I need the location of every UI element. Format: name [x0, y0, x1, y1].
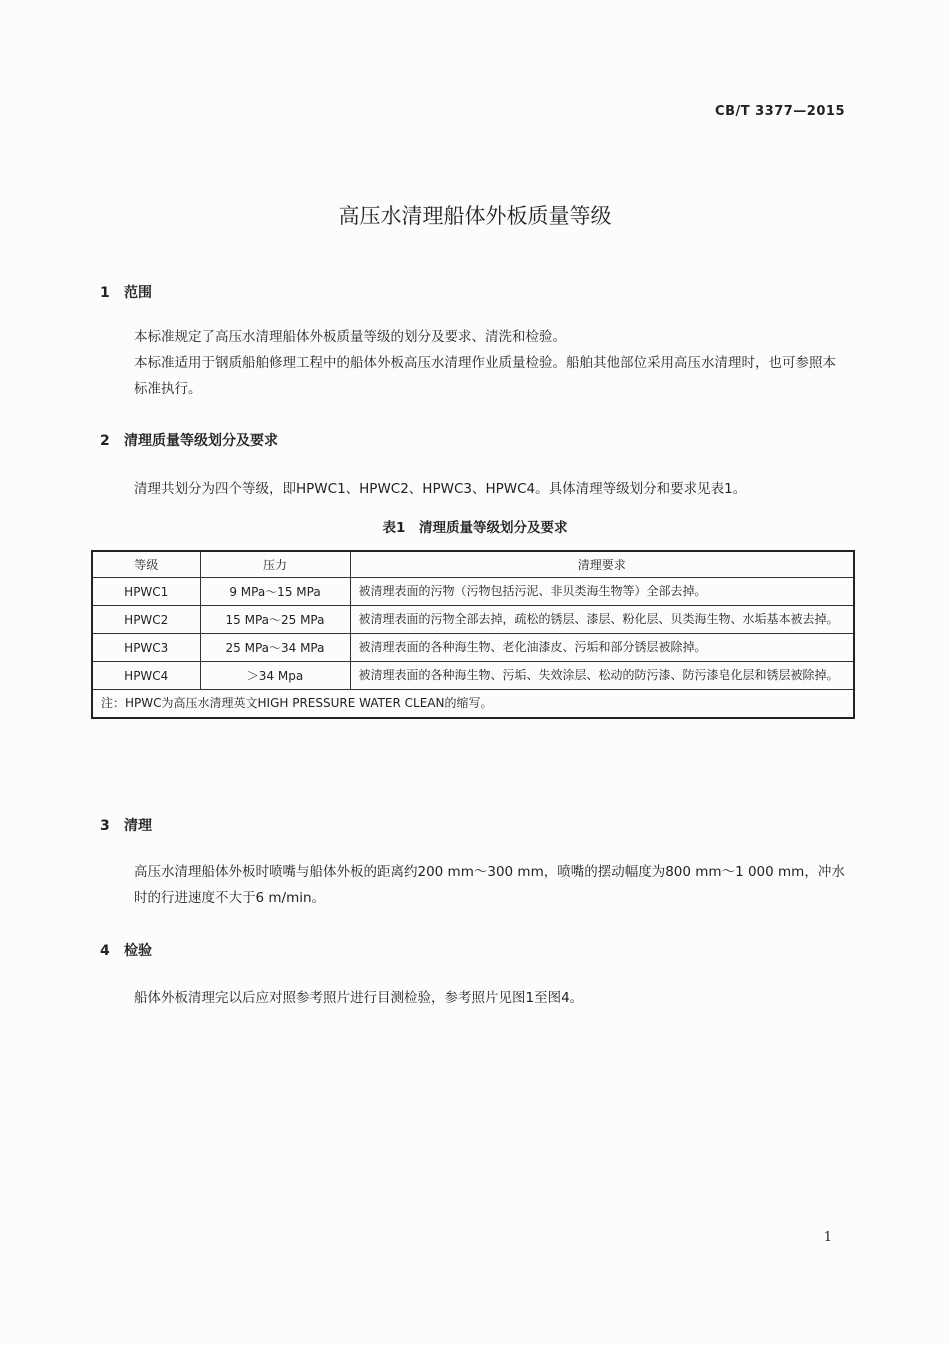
table-row	[92, 662, 854, 690]
section-number: 4	[100, 943, 110, 959]
standard-code: CB/T 3377—2015	[715, 104, 845, 119]
section-title: 清理	[124, 818, 152, 834]
section-number: 2	[100, 433, 110, 449]
table-header-row	[92, 551, 854, 578]
section-number: 1	[100, 285, 110, 301]
section-title: 检验	[124, 943, 152, 959]
document-title: 高压水清理船体外板质量等级	[338, 204, 612, 228]
grade-cell: HPWC2	[92, 606, 200, 634]
header-cell: 压力	[200, 551, 350, 578]
pressure-cell: 25 MPa～34 MPa	[200, 634, 350, 662]
section-1-heading	[100, 282, 152, 302]
table-caption: 表1 清理质量等级划分及要求	[382, 520, 568, 536]
table-row	[92, 578, 854, 606]
paragraph: 清理共划分为四个等级，即HPWC1、HPWC2、HPWC3、HPWC4。具体清理等级划分和要求见表1。	[134, 481, 747, 497]
table-row	[92, 634, 854, 662]
requirement-cell: 被清理表面的污物（污物包括污泥、非贝类海生物等）全部去掉。	[350, 578, 854, 606]
requirement-cell: 被清理表面的各种海生物、污垢、失效涂层、松动的防污漆、防污漆皂化层和锈层被除掉。	[350, 662, 854, 690]
table-note-row	[92, 690, 854, 719]
header-cell: 等级	[92, 551, 200, 578]
grade-table	[91, 550, 855, 719]
section-1-body	[100, 324, 848, 402]
grade-cell: HPWC3	[92, 634, 200, 662]
requirement-cell: 被清理表面的各种海生物、老化油漆皮、污垢和部分锈层被除掉。	[350, 634, 854, 662]
section-2-heading	[100, 430, 278, 450]
grade-cell: HPWC1	[92, 578, 200, 606]
paragraph: 高压水清理船体外板时喷嘴与船体外板的距离约200 mm～300 mm，喷嘴的摆动幅度为800 mm～1 000 mm，冲水时的行进速度不大于6 m/min。	[134, 864, 845, 906]
pressure-cell: 9 MPa～15 MPa	[200, 578, 350, 606]
requirement-cell: 被清理表面的污物全部去掉，疏松的锈层、漆层、粉化层、贝类海生物、水垢基本被去掉。	[350, 606, 854, 634]
paragraph: 本标准适用于钢质船舶修理工程中的船体外板高压水清理作业质量检验。船舶其他部位采用高压水清理时，也可参照本标准执行。	[134, 355, 836, 397]
section-3-body	[100, 859, 848, 911]
grade-cell: HPWC4	[92, 662, 200, 690]
section-4-heading	[100, 940, 152, 960]
pressure-cell: ＞34 Mpa	[200, 662, 350, 690]
header-cell: 清理要求	[350, 551, 854, 578]
section-title: 范围	[124, 285, 152, 301]
section-4-body	[100, 985, 848, 1011]
paragraph: 本标准规定了高压水清理船体外板质量等级的划分及要求、清洗和检验。	[134, 329, 566, 345]
table-row	[92, 606, 854, 634]
table-note: 注：HPWC为高压水清理英文HIGH PRESSURE WATER CLEAN的缩写。	[92, 690, 854, 719]
paragraph: 船体外板清理完以后应对照参考照片进行目测检验，参考照片见图1至图4。	[134, 990, 584, 1006]
page-number: 1	[823, 1230, 832, 1245]
section-number: 3	[100, 818, 110, 834]
pressure-cell: 15 MPa～25 MPa	[200, 606, 350, 634]
section-title: 清理质量等级划分及要求	[124, 433, 278, 449]
section-3-heading	[100, 815, 152, 835]
section-2-body	[100, 476, 848, 502]
